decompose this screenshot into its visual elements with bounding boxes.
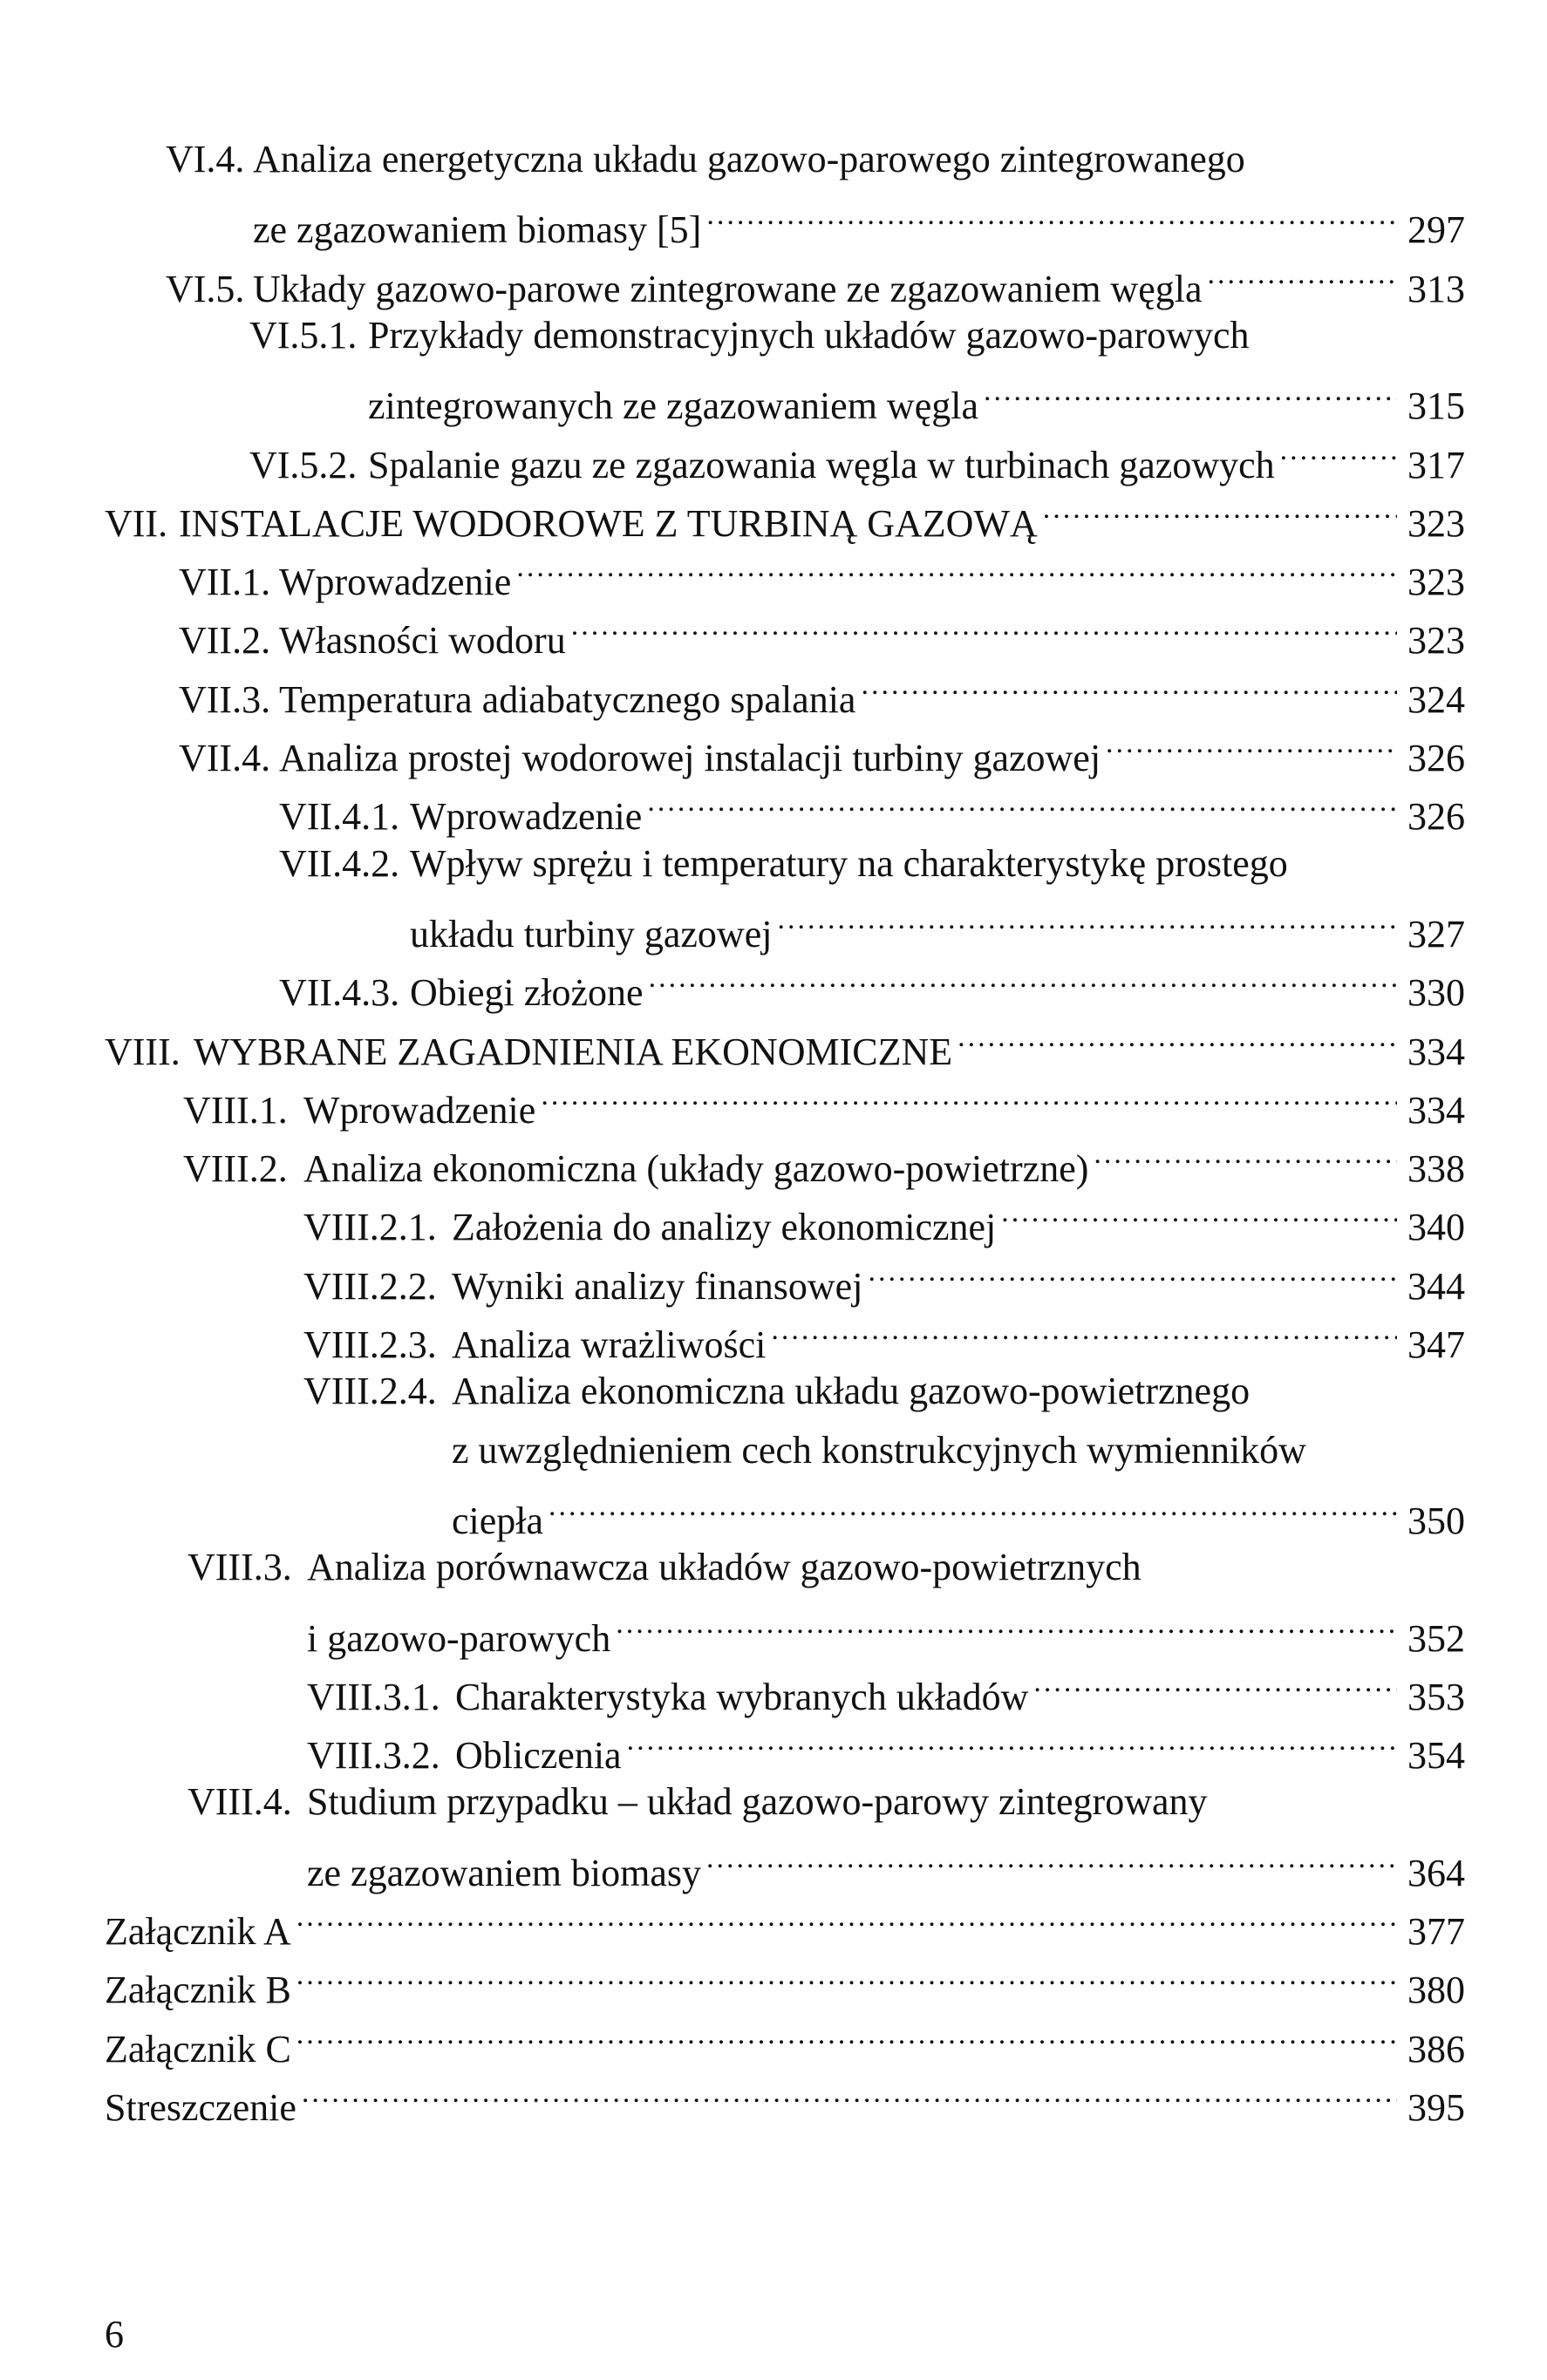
entry-title: Obiegi złożone	[410, 971, 644, 1015]
dot-leader	[1033, 1661, 1397, 1710]
toc-entry	[105, 1016, 1465, 1077]
entry-page: 326	[1407, 737, 1465, 779]
dot-leader	[1280, 429, 1397, 478]
entry-page: 327	[1407, 912, 1465, 955]
entry-page: 326	[1407, 795, 1465, 839]
dot-leader	[958, 1016, 1397, 1064]
toc-entry	[303, 1250, 1465, 1311]
dot-leader	[771, 1309, 1397, 1357]
entry-title: ciepła	[452, 1499, 544, 1542]
toc-entry	[253, 194, 1465, 255]
entry-number: VII.3.	[179, 677, 271, 721]
dot-leader	[1106, 722, 1397, 771]
entry-number: VIII.	[105, 1030, 181, 1073]
dot-leader	[541, 1074, 1397, 1123]
entry-title: Własności wodoru	[279, 619, 566, 663]
entry-page: 334	[1407, 1088, 1465, 1132]
dot-leader	[571, 604, 1397, 653]
toc-entry	[105, 487, 1465, 548]
entry-page: 340	[1407, 1206, 1465, 1249]
entry-page: 317	[1407, 443, 1465, 486]
toc-entry	[105, 1895, 1465, 1956]
toc-entry	[452, 1426, 1306, 1475]
dot-leader	[1043, 487, 1397, 536]
entry-title: Załącznik C	[105, 2027, 291, 2071]
entry-title: Przykłady demonstracyjnych układów gazowo-parowych	[368, 313, 1250, 357]
entry-number: VIII.2.4.	[303, 1370, 437, 1413]
entry-page: 364	[1407, 1851, 1465, 1894]
toc-entry	[187, 1778, 1208, 1826]
entry-number: VIII.3.	[187, 1546, 292, 1589]
dot-leader	[647, 780, 1397, 829]
toc-entry	[303, 1309, 1465, 1370]
entry-title: Obliczenia	[455, 1734, 622, 1778]
toc-entry	[179, 722, 1465, 783]
entry-number: VII.4.3.	[279, 971, 400, 1015]
toc-entry	[179, 546, 1465, 607]
entry-title: i gazowo-parowych	[307, 1616, 611, 1660]
dot-leader	[296, 2013, 1397, 2062]
dot-leader	[649, 956, 1397, 1005]
dot-leader	[296, 1954, 1397, 2003]
dot-leader	[627, 1719, 1397, 1768]
entry-title: Temperatura adiabatycznego spalania	[279, 677, 856, 721]
entry-title: Spalanie gazu ze zgazowania węgla w turbinach gazowych	[368, 443, 1275, 486]
entry-title: Załącznik B	[105, 1969, 291, 2012]
toc-entry	[249, 311, 1249, 360]
dot-leader	[616, 1602, 1397, 1651]
entry-title: Analiza porównawcza układów gazowo-powietrznych	[307, 1546, 1142, 1589]
dot-leader	[861, 663, 1397, 712]
entry-title: ze zgazowaniem biomasy	[307, 1851, 702, 1894]
entry-title: Założenia do analizy ekonomicznej	[452, 1206, 997, 1249]
dot-leader	[296, 1895, 1397, 1944]
toc-entry	[105, 2013, 1465, 2074]
entry-title: układu turbiny gazowej	[410, 912, 773, 955]
entry-title: z uwzględnieniem cech konstrukcyjnych wymienników	[452, 1428, 1306, 1472]
entry-number: VI.4.	[166, 138, 245, 180]
entry-title: Analiza ekonomiczna (układy gazowo-powietrzne)	[303, 1147, 1089, 1191]
entry-number: VII.4.1.	[279, 795, 400, 839]
entry-page: 323	[1407, 501, 1465, 545]
toc-entry	[368, 370, 1465, 431]
page-number: 6	[105, 2313, 124, 2356]
entry-page: 347	[1407, 1323, 1465, 1366]
entry-number: VIII.1.	[183, 1088, 288, 1132]
entry-page: 315	[1407, 384, 1465, 428]
dot-leader	[1001, 1191, 1397, 1240]
entry-page: 380	[1407, 1969, 1465, 2012]
entry-page: 338	[1407, 1147, 1465, 1191]
entry-title: Wprowadzenie	[279, 561, 512, 604]
entry-page: 297	[1407, 208, 1465, 252]
entry-title: Analiza prostej wodorowej instalacji turbiny gazowej	[279, 737, 1101, 779]
entry-title: Analiza energetyczna układu gazowo-parowego zintegrowanego	[253, 138, 1245, 180]
entry-number: VIII.2.	[183, 1147, 288, 1191]
entry-number: VII.4.2.	[279, 841, 400, 885]
entry-page: 324	[1407, 677, 1465, 721]
entry-page: 352	[1407, 1616, 1465, 1660]
entry-title: Analiza wrażliwości	[452, 1323, 767, 1366]
dot-leader	[868, 1250, 1397, 1299]
toc-entry	[249, 429, 1465, 490]
entry-title: Wprowadzenie	[303, 1088, 536, 1132]
entry-page: 334	[1407, 1030, 1465, 1073]
toc-entry	[279, 956, 1465, 1017]
entry-number: VII.2.	[179, 619, 271, 663]
toc-entry	[410, 898, 1465, 959]
entry-page: 353	[1407, 1675, 1465, 1718]
entry-number: VIII.2.1.	[303, 1206, 437, 1249]
entry-title: INSTALACJE WODOROWE Z TURBINĄ GAZOWĄ	[179, 501, 1038, 545]
toc-entry	[303, 1367, 1250, 1416]
entry-page: 330	[1407, 971, 1465, 1015]
toc-entry	[307, 1837, 1465, 1898]
entry-number: VI.5.2.	[249, 443, 358, 486]
dot-leader	[706, 194, 1397, 242]
entry-title: Układy gazowo-parowe zintegrowane ze zgazowaniem węgla	[253, 267, 1203, 310]
toc-entry	[166, 253, 1465, 314]
dot-leader	[984, 370, 1397, 418]
entry-number: VI.5.1.	[249, 313, 358, 357]
entry-number: VI.5.	[166, 267, 245, 310]
entry-number: VII.1.	[179, 561, 271, 604]
entry-number: VIII.2.2.	[303, 1264, 437, 1308]
toc-entry	[166, 135, 1245, 184]
entry-number: VIII.4.	[187, 1780, 292, 1824]
entry-title: Wpływ sprężu i temperatury na charakterystykę prostego	[410, 841, 1288, 885]
entry-page: 377	[1407, 1910, 1465, 1953]
entry-title: ze zgazowaniem biomasy [5]	[253, 208, 702, 252]
toc-entry	[179, 604, 1465, 665]
toc-entry	[279, 780, 1465, 841]
toc-entry	[279, 840, 1288, 888]
entry-title: Streszczenie	[105, 2085, 296, 2129]
dot-leader	[302, 2071, 1397, 2120]
toc-entry	[307, 1661, 1465, 1722]
dot-leader	[516, 546, 1397, 595]
entry-page: 395	[1407, 2085, 1465, 2129]
entry-title: Załącznik A	[105, 1910, 291, 1953]
dot-leader	[706, 1837, 1397, 1886]
dot-leader	[1094, 1132, 1397, 1181]
entry-page: 344	[1407, 1264, 1465, 1308]
entry-page: 323	[1407, 561, 1465, 604]
entry-number: VIII.2.3.	[303, 1323, 437, 1366]
entry-page: 354	[1407, 1734, 1465, 1778]
entry-title: Wprowadzenie	[410, 795, 643, 839]
toc-entry	[452, 1485, 1465, 1546]
dot-leader	[777, 898, 1397, 947]
toc-entry	[105, 2071, 1465, 2132]
dot-leader	[549, 1485, 1397, 1533]
entry-number: VIII.3.2.	[307, 1734, 440, 1778]
entry-title: WYBRANE ZAGADNIENIA EKONOMICZNE	[194, 1030, 953, 1073]
dot-leader	[1207, 253, 1397, 302]
toc-entry	[183, 1132, 1465, 1193]
toc-entry	[307, 1602, 1465, 1663]
entry-title: Charakterystyka wybranych układów	[455, 1675, 1029, 1718]
entry-title: Analiza ekonomiczna układu gazowo-powietrznego	[452, 1370, 1251, 1413]
entry-title: Studium przypadku – układ gazowo-parowy zintegrowany	[307, 1780, 1208, 1824]
entry-page: 323	[1407, 619, 1465, 663]
entry-title: Wyniki analizy finansowej	[452, 1264, 863, 1308]
toc-entry	[179, 663, 1465, 724]
entry-number: VII.4.	[179, 737, 271, 779]
entry-title: zintegrowanych ze zgazowaniem węgla	[368, 384, 978, 428]
entry-page: 313	[1407, 267, 1465, 310]
toc-entry	[105, 1954, 1465, 2015]
toc-entry	[307, 1719, 1465, 1780]
entry-page: 386	[1407, 2027, 1465, 2071]
entry-number: VIII.3.1.	[307, 1675, 440, 1718]
entry-page: 350	[1407, 1499, 1465, 1542]
toc-entry	[303, 1191, 1465, 1252]
toc-entry	[183, 1074, 1465, 1135]
entry-number: VII.	[105, 501, 168, 545]
toc-entry	[187, 1543, 1142, 1592]
